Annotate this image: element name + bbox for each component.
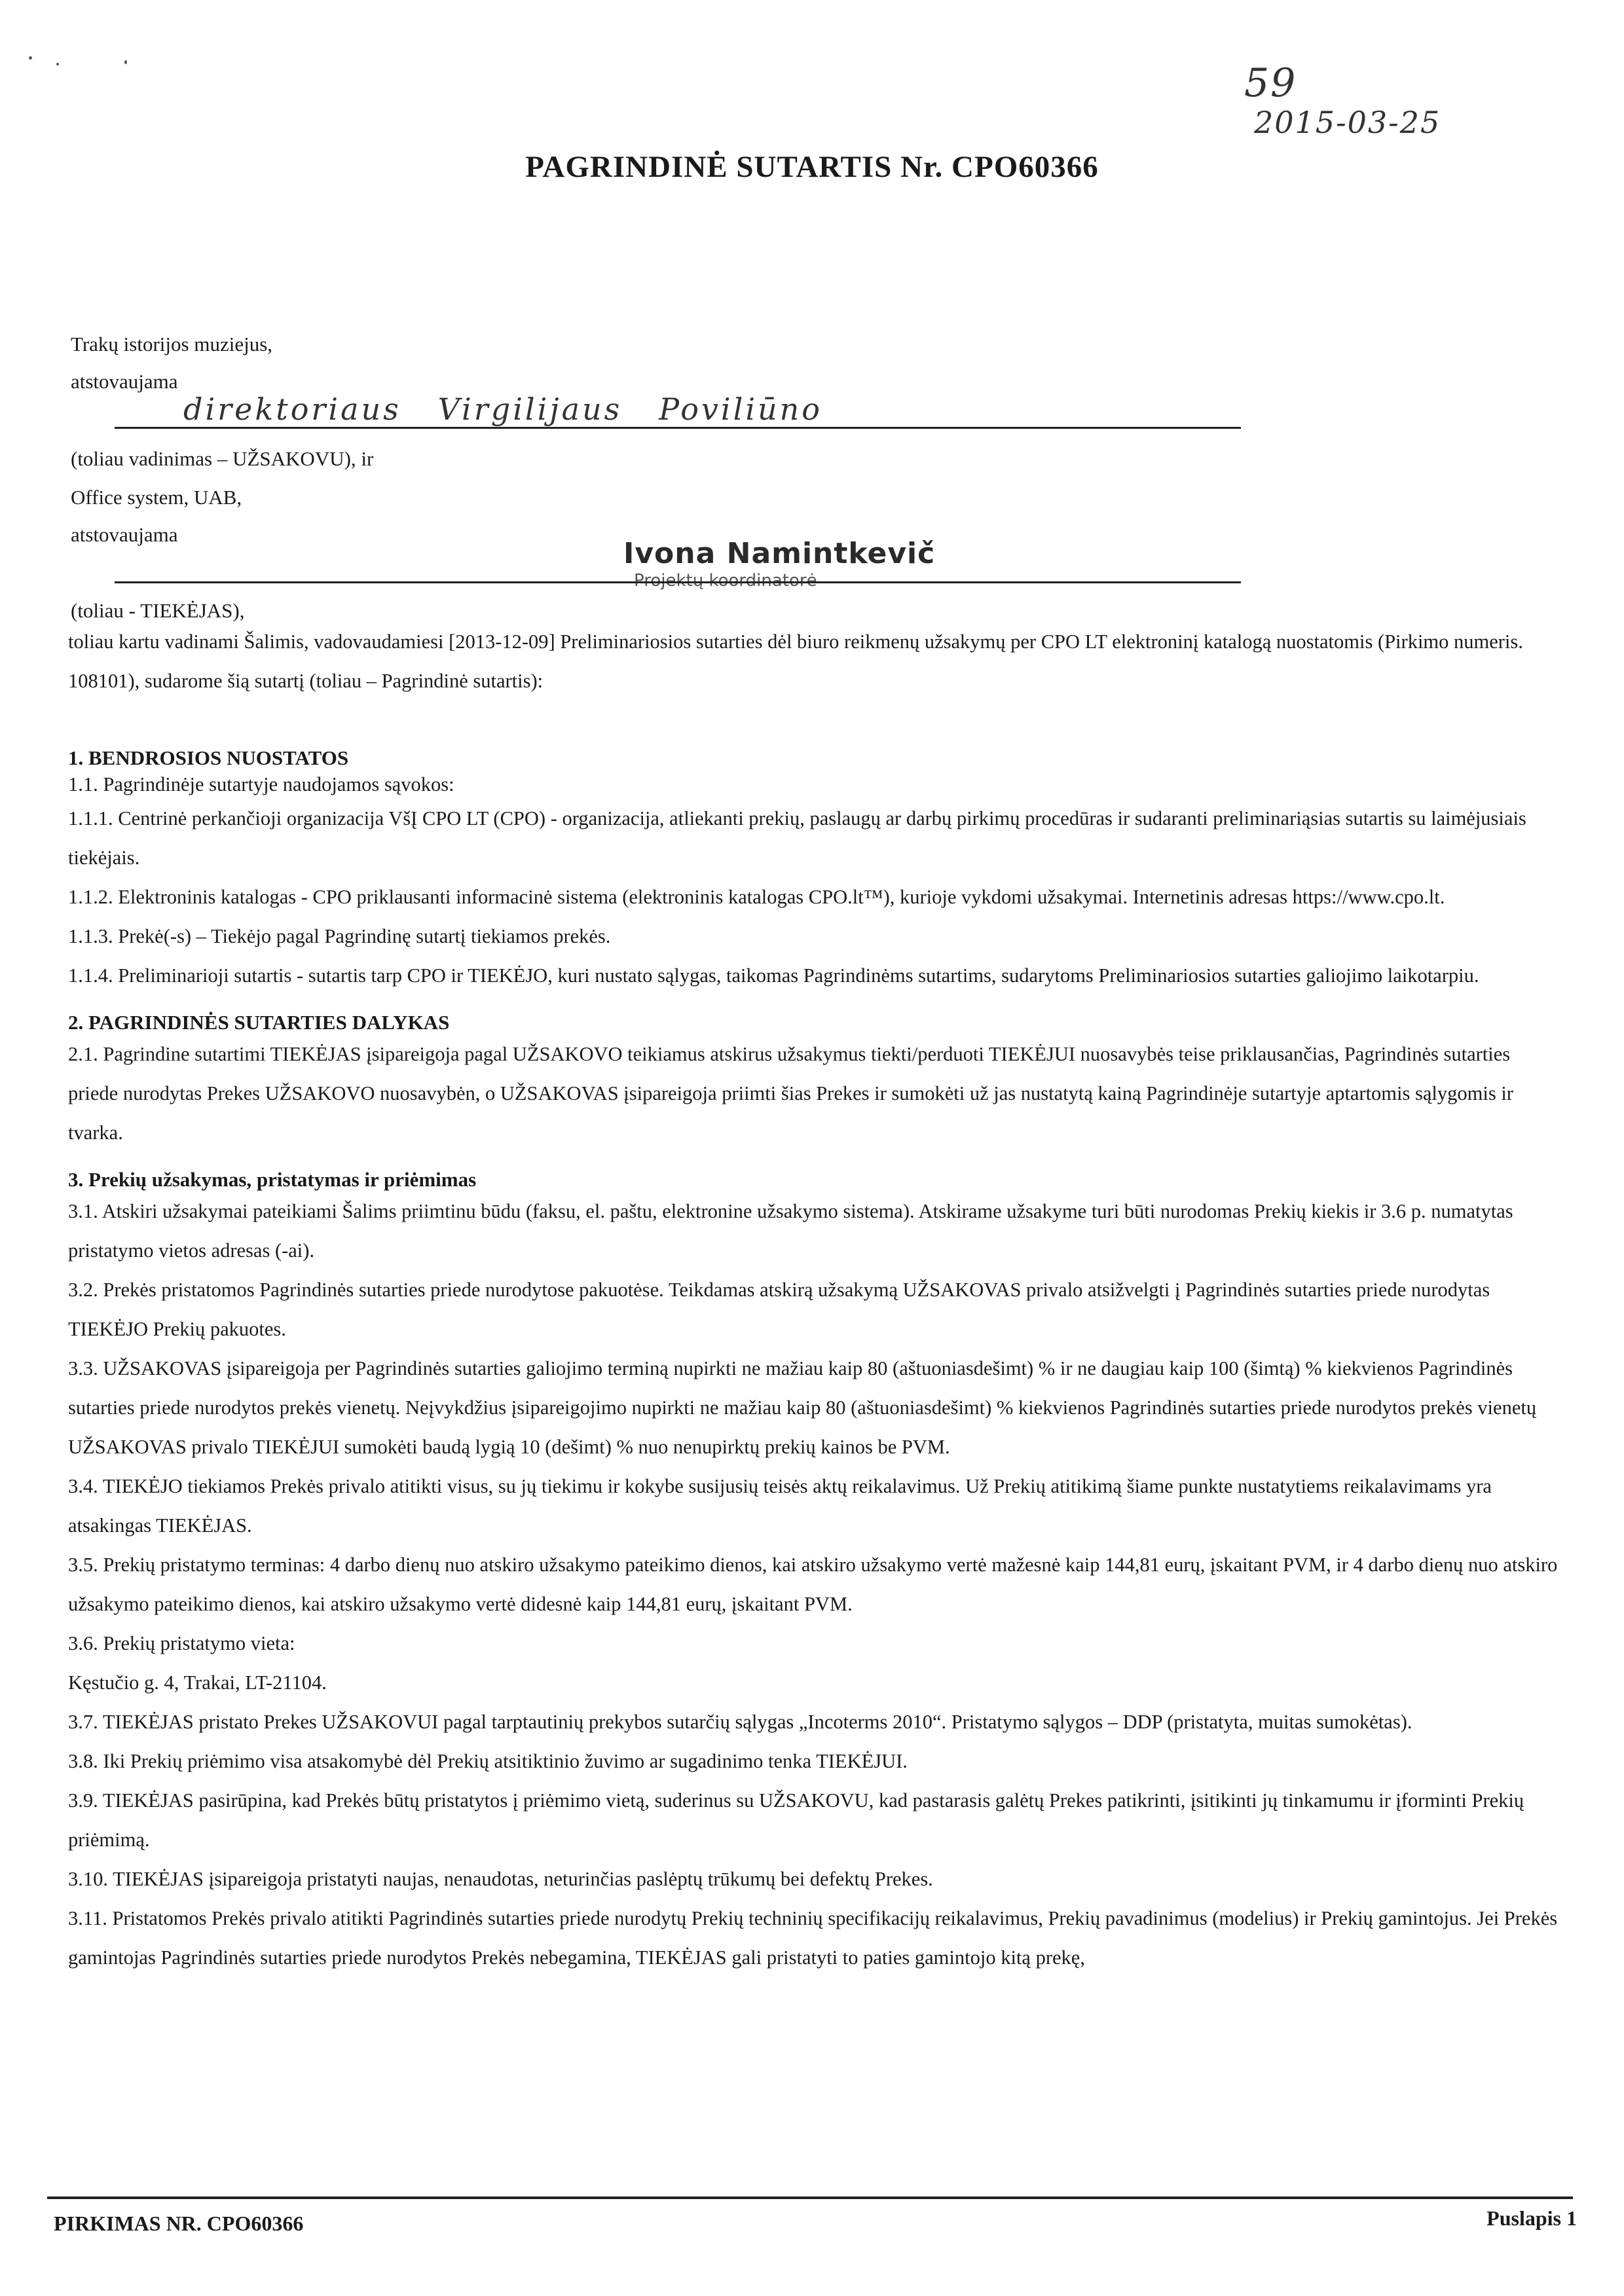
intro-paragraph: toliau kartu vadinami Šalimis, vadovaudamiesi [2013-12-09] Preliminariosios sutarties dėl biuro reikmenų užsakymų per CPO LT elektroninį katalogą nuostatomis (Pirkimo numeris. 108101), sudarome šią sutartį (toliau – Pagrindinė sutartis): <box>68 630 1523 692</box>
handwritten-number: 59 <box>1244 60 1297 106</box>
clause: 1.1.2. Elektroninis katalogas - CPO priklausanti informacinė sistema (elektroninis katalogas CPO.lt™), kurioje vykdomi užsakymai. Internetinis adresas https://www.cpo.lt. <box>68 886 1445 908</box>
clause: 3.10. TIEKĖJAS įsipareigoja pristatyti naujas, nenaudotas, neturinčias paslėptų trūkumų bei defektų Prekes. <box>68 1868 933 1890</box>
clause: 1.1.1. Centrinė perkančioji organizacija VšĮ CPO LT (CPO) - organizacija, atliekanti prekių, paslaugų ar darbų pirkimų procedūras ir sudaranti preliminariąsias sutartis su laimėjusiais tiekėjais. <box>68 807 1526 869</box>
clause: 3.5. Prekių pristatymo terminas: 4 darbo dienų nuo atskiro užsakymo pateikimo dienos, kai atskiro užsakymo vertė mažesnė kaip 144,81 eurų, įskaitant PVM, ir 4 darbo dienų nuo atskiro užsakymo pateikimo dienos, kai atskiro užsakymo vertė didesnė kaip 144,81 eurų, įskaitant PVM. <box>68 1554 1558 1615</box>
supplier-name: Office system, UAB, <box>71 486 242 509</box>
clause: 3.1. Atskiri užsakymai pateikiami Šalims priimtinu būdu (faksu, el. paštu, elektronine užsakymo sistema). Atskirame užsakyme turi būti nurodomas Prekių kiekis ir 3.6 p. numatytas pristatymo vietos adresas (-ai). <box>68 1200 1513 1262</box>
scan-speck <box>124 60 127 64</box>
scan-speck <box>56 63 59 65</box>
footer-page-number: Puslapis 1 <box>1486 2206 1577 2230</box>
customer-representative-handwriting: direktoriaus Virgilijaus Poviliūno <box>183 392 822 427</box>
page-title: PAGRINDINĖ SUTARTIS Nr. CPO60366 <box>525 150 1099 184</box>
section-heading: 3. Prekių užsakymas, pristatymas ir priėmimas <box>68 1168 477 1191</box>
supplier-note: (toliau - TIEKĖJAS), <box>71 599 245 622</box>
clause: 3.7. TIEKĖJAS pristato Prekes UŽSAKOVUI pagal tarptautinių prekybos sutarčių sąlygas „Incoterms 2010“. Pristatymo sąlygos – DDP (pristatyta, muitas sumokėtas). <box>68 1711 1412 1733</box>
clause: 1.1.3. Prekė(-s) – Tiekėjo pagal Pagrindinę sutartį tiekiamos prekės. <box>68 925 611 947</box>
customer-represented-label: atstovaujama <box>71 370 178 393</box>
supplier-stamp-name: Ivona Namintkevič <box>623 537 936 570</box>
scan-speck <box>29 56 32 60</box>
contract-body <box>68 622 1559 1977</box>
clause: 1.1.4. Preliminarioji sutartis - sutartis tarp CPO ir TIEKĖJO, kuri nustato sąlygas, taikomas Pagrindinėms sutartims, sudarytoms Preliminariosios sutarties galiojimo laikotarpiu. <box>68 964 1479 987</box>
footer-rule <box>47 2196 1573 2199</box>
handwritten-date: 2015-03-25 <box>1254 105 1441 140</box>
signature-line <box>115 427 1241 429</box>
supplier-stamp-title: Projektų koordinatorė <box>634 571 817 591</box>
customer-name: Trakų istorijos muziejus, <box>71 333 273 355</box>
section-heading: 2. PAGRINDINĖS SUTARTIES DALYKAS <box>68 1011 450 1034</box>
section-heading: 1. BENDROSIOS NUOSTATOS <box>68 746 349 769</box>
clause: 3.2. Prekės pristatomos Pagrindinės sutarties priede nurodytose pakuotėse. Teikdamas atskirą užsakymą UŽSAKOVAS privalo atsižvelgti į Pagrindinės sutarties priede nurodytas TIEKĖJO Prekių pakuotes. <box>68 1279 1490 1340</box>
clause: 3.11. Pristatomos Prekės privalo atitikti Pagrindinės sutarties priede nurodytų Prekių techninių specifikacijų reikalavimus, Prekių pavadinimus (modelius) ir Prekių gamintojus. Jei Prekės gamintojas Pagrindinės sutarties priede nurodytos Prekės nebegamina, TIEKĖJAS gali pristatyti to paties gamintojo kitą prekę, <box>68 1907 1558 1969</box>
clause: 3.8. Iki Prekių priėmimo visa atsakomybė dėl Prekių atsitiktinio žuvimo ar sugadinimo tenka TIEKĖJUI. <box>68 1750 908 1772</box>
clause: 3.3. UŽSAKOVAS įsipareigoja per Pagrindinės sutarties galiojimo terminą nupirkti ne mažiau kaip 80 (aštuoniasdešimt) % ir ne daugiau kaip 100 (šimtą) % kiekvienos Pagrindinės sutarties priede nurodytos prekės vienetų. Neįvykdžius įsipareigojimo nupirkti ne mažiau kaip 80 (aštuoniasdešimt) % kiekvienos Pagrindinės sutarties priede nurodytos prekės vienetų UŽSAKOVAS privalo TIEKĖJUI sumokėti baudą lygią 10 (dešimt) % nuo nenupirktų prekių kainos be PVM. <box>68 1357 1537 1458</box>
signature-line <box>115 581 1241 583</box>
clause: 1.1. Pagrindinėje sutartyje naudojamos sąvokos: <box>68 773 454 795</box>
delivery-address: Kęstučio g. 4, Trakai, LT-21104. <box>68 1671 327 1694</box>
clause: 3.9. TIEKĖJAS pasirūpina, kad Prekės būtų pristatytos į priėmimo vietą, suderinus su UŽSAKOVU, kad pastarasis galėtų Prekes patikrinti, įsitikinti jų tinkamumu ir įforminti Prekių priėmimą. <box>68 1789 1524 1851</box>
supplier-represented-label: atstovaujama <box>71 523 178 546</box>
footer-procurement-number: PIRKIMAS NR. CPO60366 <box>54 2212 304 2235</box>
customer-note: (toliau vadinimas – UŽSAKOVU), ir <box>71 447 374 470</box>
clause: 2.1. Pagrindine sutartimi TIEKĖJAS įsipareigoja pagal UŽSAKOVO teikiamus atskirus užsakymus tiekti/perduoti TIEKĖJUI nuosavybės teise priklausančias, Pagrindinės sutarties priede nurodytas Prekes UŽSAKOVO nuosavybėn, o UŽSAKOVAS įsipareigoja priimti šias Prekes ir sumokėti už jas nustatytą kainą Pagrindinėje sutartyje aptartomis sąlygomis ir tvarka. <box>68 1043 1513 1144</box>
clause: 3.4. TIEKĖJO tiekiamos Prekės privalo atitikti visus, su jų tiekimu ir kokybe susijusių teisės aktų reikalavimus. Už Prekių atitikimą šiame punkte nustatytiems reikalavimams yra atsakingas TIEKĖJAS. <box>68 1475 1492 1537</box>
clause: 3.6. Prekių pristatymo vieta: <box>68 1632 295 1654</box>
